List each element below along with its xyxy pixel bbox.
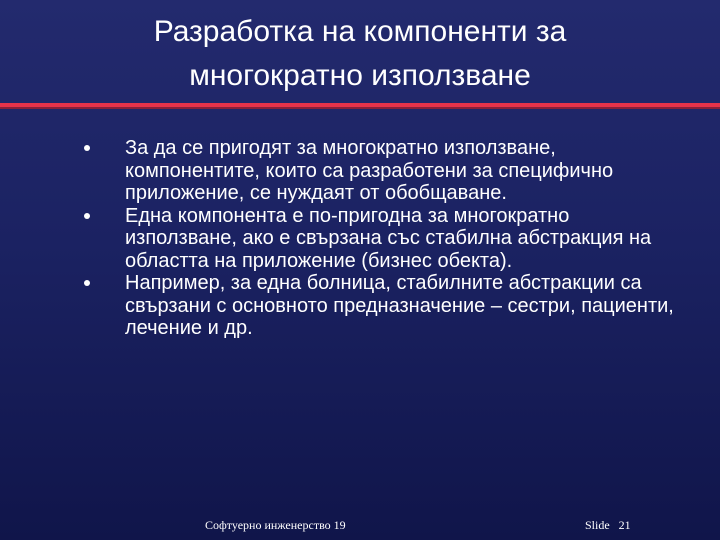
bullet-text: Една компонента е по-пригодна за многократно използване, ако е свързана със стабилна абстракция на областта на приложение (бизнес обекта). — [125, 204, 652, 272]
bullet-text: За да се пригодят за многократно използване, компонентите, които са разработени за специфично приложение, се нуждаят от обобщаване. — [125, 137, 614, 204]
slide-title — [60, 10, 660, 98]
footer-course-title: Софтуерно инженерство 19 — [205, 518, 346, 532]
bullet-dot-icon — [84, 145, 90, 151]
bullet-text: Например, за една болница, стабилните абстракции са свързани с основното предназначение – сестри, пациенти, лечение и др. — [125, 272, 674, 339]
bullet-dot-icon — [84, 213, 90, 219]
bullet-list — [80, 137, 680, 340]
bullet-item — [80, 272, 680, 340]
slide-title-line-1: Разработка на компоненти за — [153, 15, 567, 48]
title-divider-shadow — [0, 107, 720, 109]
bullet-item — [80, 137, 680, 205]
bullet-dot-icon — [84, 280, 90, 286]
bullet-item — [80, 205, 680, 273]
footer-slide-number: Slide 21 — [585, 518, 631, 532]
slide-title-line-2: многократно използване — [189, 59, 531, 92]
